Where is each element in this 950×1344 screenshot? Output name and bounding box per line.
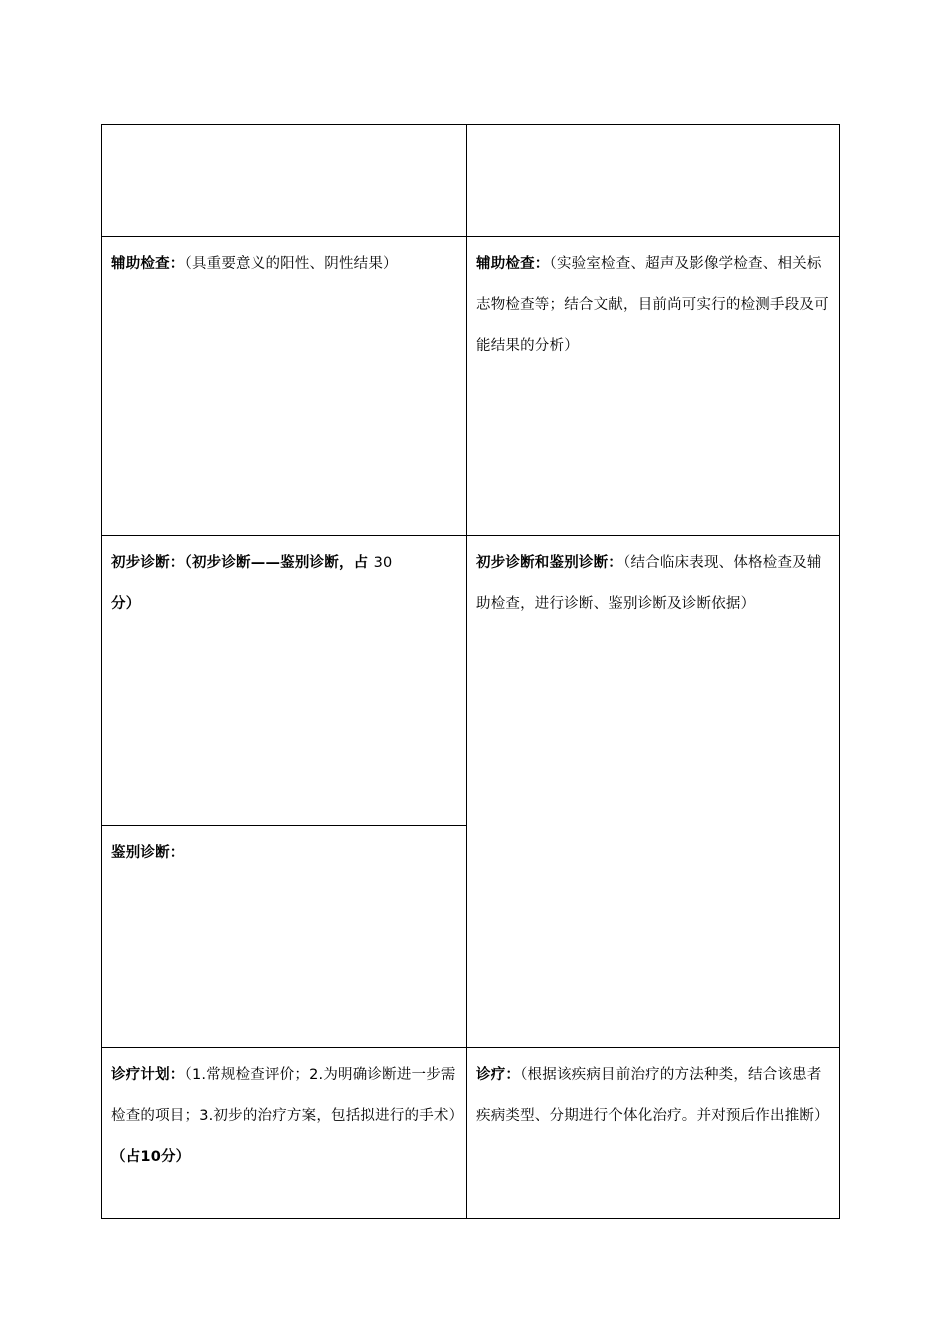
diff-diagnosis-cell [102, 826, 466, 1047]
empty-cell-right [467, 125, 839, 236]
aux-exam-cell-left [102, 237, 466, 535]
treatment-plan-cell [102, 1048, 466, 1218]
diff-diagnosis-title: 鉴别诊断： [111, 845, 185, 861]
prelim-diagnosis-cell [102, 536, 466, 825]
aux-exam-note-left: （具重要意义的阳性、阴性结果） [184, 256, 398, 272]
border-right [839, 124, 840, 1219]
aux-exam-cell-right [467, 237, 839, 535]
empty-cell-left [102, 125, 466, 236]
treatment-cell-right [467, 1048, 839, 1218]
diagnosis-note-right: （结合临床表现、体格检查及辅助检查，进行诊断、鉴别诊断及诊断依据） [476, 555, 822, 612]
form-table [101, 124, 840, 1219]
treatment-plan-note: （1.常规检查评价；2.为明确诊断进一步需检查的项目；3.初步的治疗方案，包括拟进行的手术） [111, 1067, 464, 1124]
aux-exam-note-right: （实验室检查、超声及影像学检查、相关标志物检查等；结合文献，目前尚可实行的检测手段及可能结果的分析） [476, 256, 829, 354]
border-bottom [101, 1218, 840, 1219]
treatment-plan-score: （占10分） [111, 1149, 191, 1165]
aux-exam-title-left: 辅助检查： [111, 256, 185, 272]
treatment-title-right: 诊疗： [476, 1067, 521, 1083]
prelim-diagnosis-score: 30 [373, 555, 393, 571]
treatment-note-right: （根据该疾病目前治疗的方法种类，结合该患者疾病类型、分期进行个体化治疗。并对预后作出推断） [476, 1067, 829, 1124]
prelim-diagnosis-tail: 分） [111, 596, 141, 612]
aux-exam-title-right: 辅助检查： [476, 256, 550, 272]
diagnosis-title-right: 初步诊断和鉴别诊断： [476, 555, 623, 571]
prelim-diagnosis-title: 初步诊断：（初步诊断——鉴别诊断，占 [111, 555, 369, 571]
treatment-plan-title: 诊疗计划： [111, 1067, 185, 1083]
diagnosis-cell-right [467, 536, 839, 1047]
